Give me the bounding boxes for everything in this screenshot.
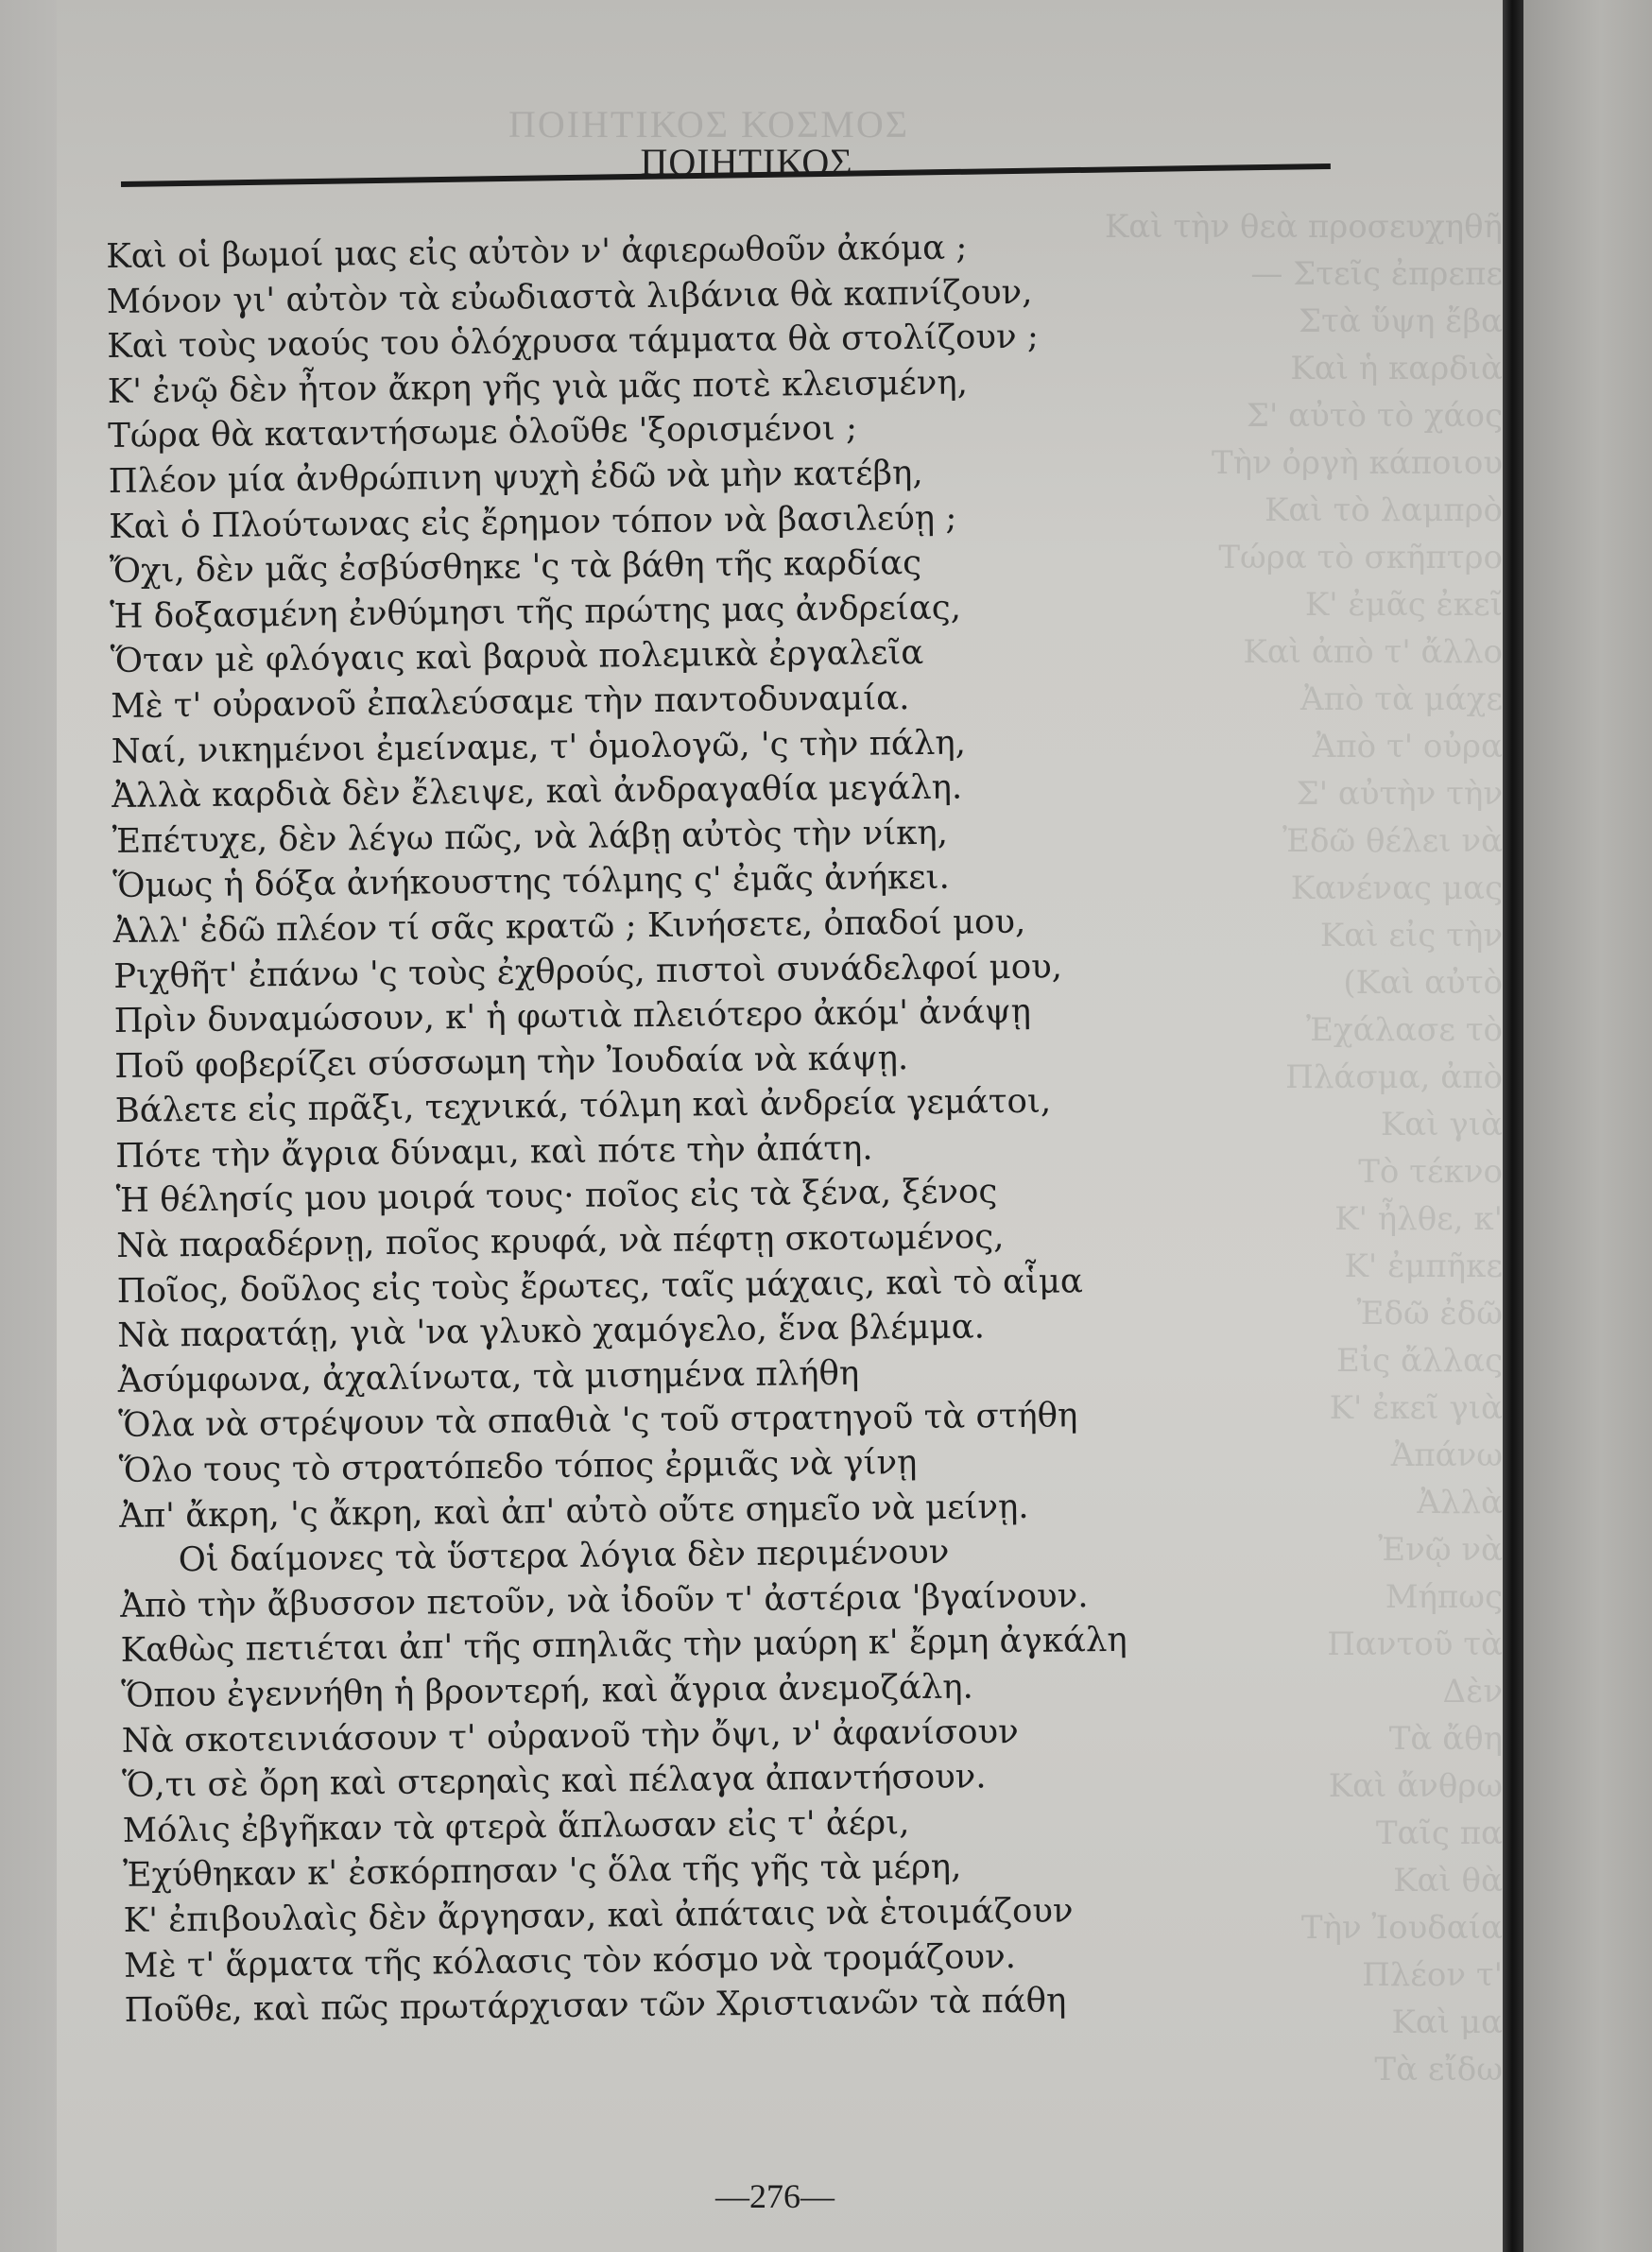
poem-line: Τώρα θὰ καταντήσωμε ὁλοῦθε 'ξορισμένοι ; [108, 409, 858, 456]
poem-line: Ὄχι, δὲν μᾶς ἐσβύσθηκε 'ς τὰ βάθη τῆς καρδίας [109, 543, 922, 592]
poem-line: Μόλις ἐβγῆκαν τὰ φτερὰ ἅπλωσαν εἰς τ' ἀέρι, [122, 1802, 910, 1850]
poem-line: Ἡ θέλησίς μου μοιρά τους· ποῖος εἰς τὰ ξένα, ξένος [115, 1172, 998, 1221]
poem-line: Ἀπ' ἄκρη, 'ς ἄκρη, καὶ ἀπ' αὐτὸ οὔτε σημεῖο νὰ μείνῃ. [118, 1487, 1029, 1536]
facing-page-edge [1523, 0, 1652, 2252]
running-title-show-through: ΠΟΙΗΤΙΚΟΣ ΚΟΣΜΟΣ [508, 103, 910, 146]
poem-line-indented: Οἱ δαίμονες τὰ ὕστερα λόγια δὲν περιμένουν [178, 1532, 950, 1580]
poem-line: Βάλετε εἰς πρᾶξι, τεχνικά, τόλμη καὶ ἀνδρεία γεμάτοι, [114, 1081, 1052, 1131]
poem-line: Καὶ ὁ Πλούτωνας εἰς ἔρημον τόπον νὰ βασιλεύῃ ; [109, 498, 957, 546]
poem-line: Πρὶν δυναμώσουν, κ' ἡ φωτιὰ πλειότερο ἀκόμ' ἀνάψῃ [113, 991, 1032, 1041]
poem-line: Ἀπὸ τὴν ἄβυσσον πετοῦν, νὰ ἰδοῦν τ' ἀστέρια 'βγαίνουν. [119, 1576, 1089, 1625]
page-number: —276— [715, 2177, 835, 2215]
book-spine-shadow [1503, 0, 1523, 2252]
poem-line: Νὰ παραδέρνῃ, ποῖος κρυφά, νὰ πέφτῃ σκοτωμένος, [115, 1217, 1005, 1266]
poem-line: Κ' ἐπιβουλαὶς δὲν ἄργησαν, καὶ ἀπάταις νὰ ἑτοιμάζουν [123, 1891, 1074, 1940]
poem-line: Μὲ τ' ἅρματα τῆς κόλασις τὸν κόσμο νὰ τρομάζουν. [123, 1936, 1017, 1986]
poem-line: Ἐχύθηκαν κ' ἐσκόρπησαν 'ς ὅλα τῆς γῆς τὰ μέρη, [122, 1847, 962, 1896]
poem-line: Ὅλο τους τὸ στρατόπεδο τόπος ἐρμιᾶς νὰ γίνῃ [118, 1443, 918, 1490]
poem-line: Ἀλλὰ καρδιὰ δὲν ἔλειψε, καὶ ἀνδραγαθία μεγάλη. [112, 767, 963, 817]
poem-line: Ναί, νικημένοι ἐμείναμε, τ' ὁμολογῶ, 'ς τὴν πάλη, [111, 723, 967, 771]
poem-line: Ὅλα νὰ στρέψουν τὰ σπαθιὰ 'ς τοῦ στρατηγοῦ τὰ στήθη [117, 1396, 1078, 1446]
poem-line: Καὶ οἱ βωμοί μας εἰς αὐτὸν ν' ἀφιερωθοῦν ἀκόμα ; [106, 228, 968, 276]
poem-line: Ὅπου ἐγεννήθη ἡ βροντερή, καὶ ἄγρια ἀνεμοζάλη. [120, 1667, 974, 1715]
poem-line: Νὰ παρατάῃ, γιὰ 'να γλυκὸ χαμόγελο, ἕνα βλέμμα. [116, 1307, 986, 1356]
running-title: ΠΟΙΗΤΙΚΟΣ [640, 141, 853, 183]
poem-line: Ἐπέτυχε, δὲν λέγω πῶς, νὰ λάβῃ αὐτὸς τὴν νίκη, [112, 813, 949, 861]
poem-line: Ὅμως ἡ δόξα ἀνήκουστης τόλμης ς' ἐμᾶς ἀνήκει. [112, 858, 950, 906]
poem-line: Ἡ δοξασμένη ἐνθύμησι τῆς πρώτης μας ἀνδρείας, [110, 588, 962, 636]
show-through-text: Καὶ τὴν θεὰ προσευχηθῆ — Στεῖς ἐπρεπε Στὰ ὕψη ἔβα Καὶ ἡ καρδιὰ Σ' αὐτὸ τὸ χάος Τὴν ὀργὴ κάποιου Καὶ τὸ λαμπρὸ Τώρα τὸ σκῆπτρο Κ' ἐμᾶς ἐκεῖ Καὶ ἀπὸ τ' ἄλλο Ἀπὸ τὰ μάχε Ἀπὸ τ' οὐρα Σ' αὐτὴν τὴν Ἐδῶ θέλει νὰ Κανένας μας Καὶ εἰς τὴν (Καὶ αὐτὸ Ἐχάλασε τὸ Πλάσμα, ἀπὸ Καὶ γιὰ Τὸ τέκνο Κ' ἦλθε, κ' Κ' ἐμπῆκε Ἐδῶ ἐδῶ Εἰς ἄλλας Κ' ἐκεῖ γιὰ Ἀπάνω Ἀλλὰ Ἐνῷ νὰ Μήπως Παντοῦ τὰ Δὲν Τὰ ἄθη Καὶ ἄνθρω Ταῖς πα Καὶ θὰ Τὴν Ἰουδαία Πλέον τ' Καὶ μα Τὰ εἴδω [1104, 208, 1503, 2084]
poem-line: Κ' ἐνῷ δὲν ἦτον ἄκρη γῆς γιὰ μᾶς ποτὲ κλεισμένη, [107, 363, 969, 411]
poem-line: Ποῦθε, καὶ πῶς πρωτάρχισαν τῶν Χριστιανῶν τὰ πάθη [124, 1981, 1067, 2031]
poem-line: Καὶ τοὺς ναούς του ὁλόχρυσα τάμματα θὰ στολίζουν ; [107, 317, 1040, 367]
poem-line: Ἀλλ' ἐδῶ πλέον τί σᾶς κρατῶ ; Κινήσετε, ὀπαδοί μου, [112, 902, 1026, 951]
poem-line: Καθὼς πετιέται ἀπ' τῆς σπηλιᾶς τὴν μαύρη κ' ἔρμη ἀγκάλη [120, 1621, 1127, 1671]
poem-line: Ὅταν μὲ φλόγαις καὶ βαρυὰ πολεμικὰ ἐργαλεῖα [110, 633, 924, 681]
poem-line: Πότε τὴν ἄγρια δύναμι, καὶ πότε τὴν ἀπάτη. [114, 1128, 873, 1176]
poem-line: Μόνον γι' αὐτὸν τὰ εὐωδιαστὰ λιβάνια θὰ καπνίζουν, [106, 272, 1033, 321]
poem-line: Ὅ,τι σὲ ὄρη καὶ στερηαὶς καὶ πέλαγα ἀπαντήσουν. [121, 1757, 987, 1806]
poem-line: Ριχθῆτ' ἐπάνω 'ς τοὺς ἐχθρούς, πιστοὶ συνάδελφοί μου, [113, 946, 1063, 996]
poem-line: Νὰ σκοτεινιάσουν τ' οὐρανοῦ τὴν ὄψι, ν' ἀφανίσουν [121, 1711, 1019, 1761]
poem-line: Πλέον μία ἀνθρώπινη ψυχὴ ἐδῶ νὰ μὴν κατέβη, [108, 453, 923, 501]
poem-line: Ποῦ φοβερίζει σύσσωμη τὴν Ἰουδαία νὰ κάψῃ. [114, 1038, 909, 1086]
poem-line: Ποῖος, δοῦλος εἰς τοὺς ἔρωτες, ταῖς μάχαις, καὶ τὸ αἷμα [116, 1261, 1084, 1311]
poem-text [106, 222, 1334, 2034]
poem-line: Ἀσύμφωνα, ἀχαλίνωτα, τὰ μισημένα πλήθη [117, 1353, 860, 1401]
poem-line: Μὲ τ' οὐρανοῦ ἐπαλεύσαμε τὴν παντοδυναμία. [111, 679, 910, 726]
